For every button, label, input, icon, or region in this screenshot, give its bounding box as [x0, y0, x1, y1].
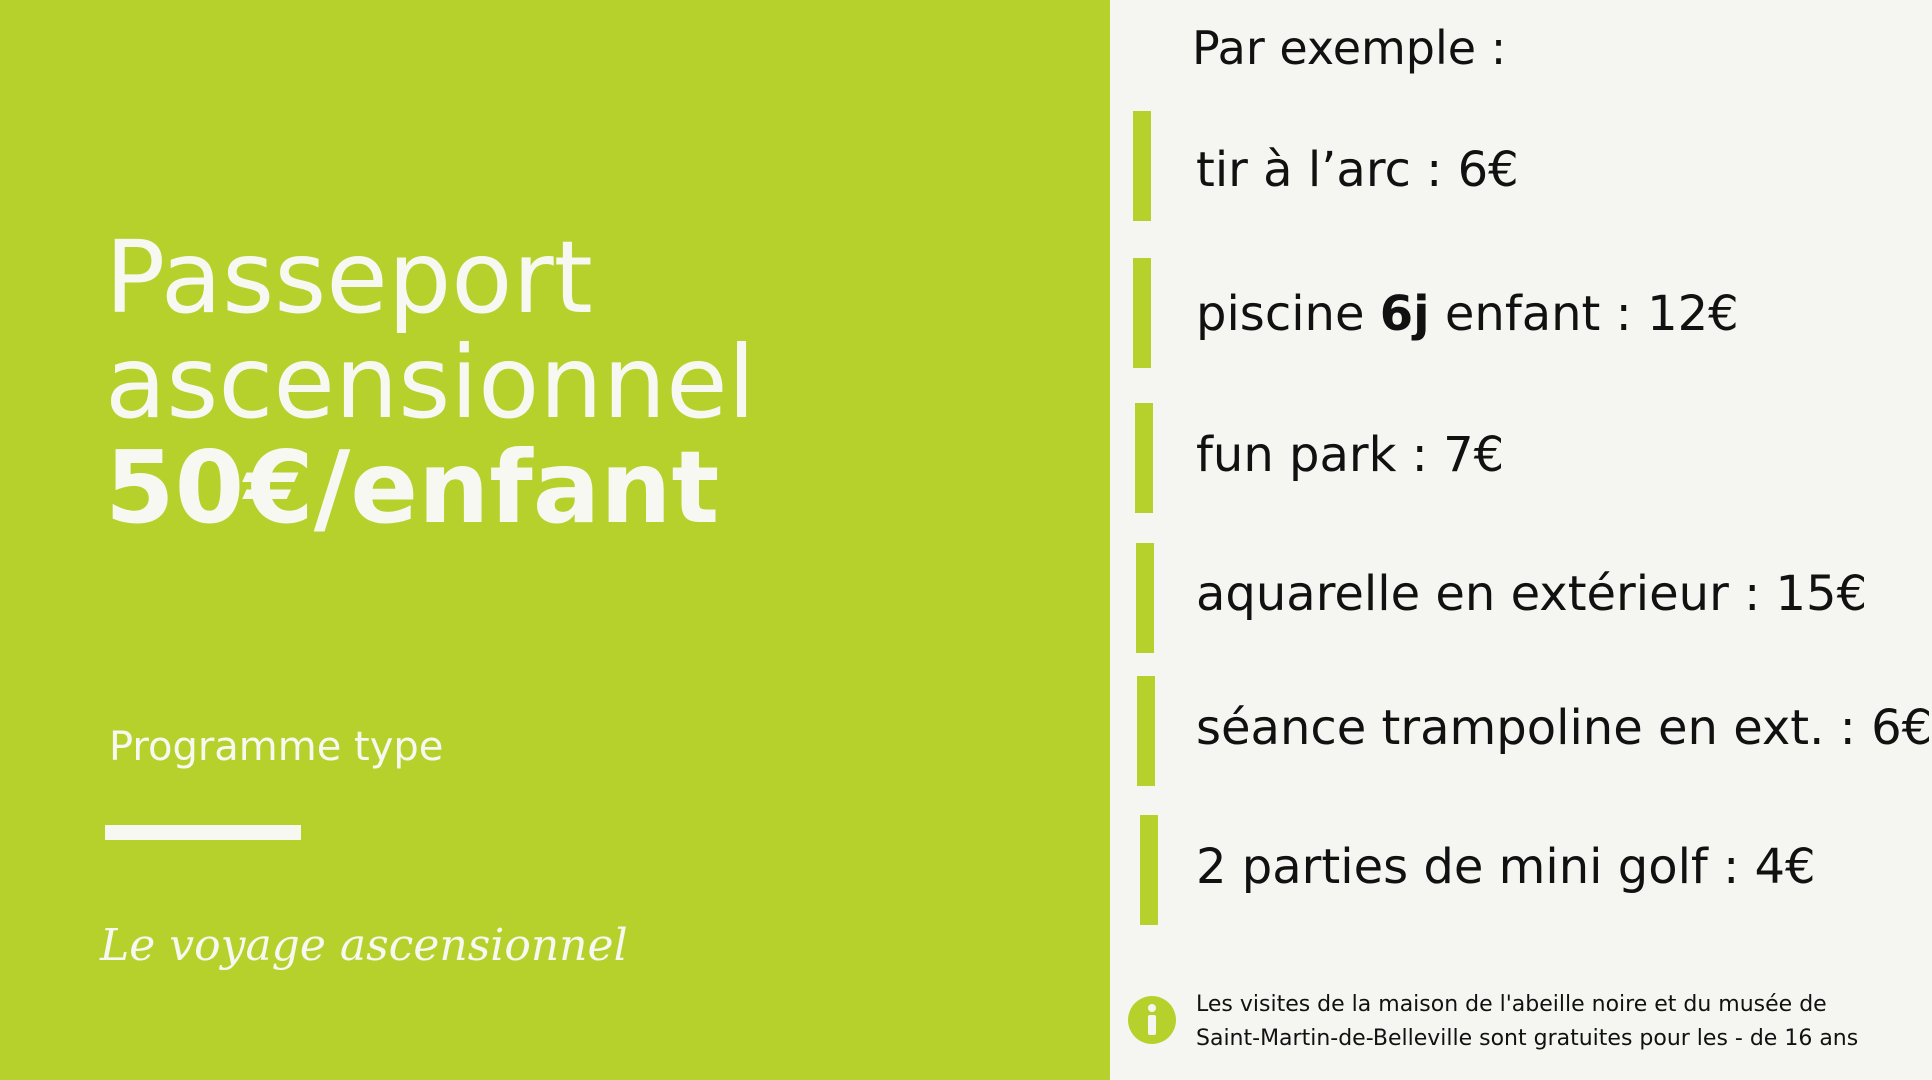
list-item-bold: 6j — [1379, 286, 1430, 342]
title-line-1: Passeport — [105, 219, 593, 336]
list-item-text: enfant : 12€ — [1429, 286, 1739, 342]
intro-heading: Par exemple : — [1192, 21, 1507, 75]
signature-logo — [100, 890, 628, 1010]
list-item: tir à l’arc : 6€ — [1196, 142, 1519, 198]
item-bar — [1133, 111, 1151, 221]
list-item: aquarelle en extérieur : 15€ — [1196, 566, 1868, 622]
item-bar — [1133, 258, 1151, 368]
list-item: fun park : 7€ — [1196, 427, 1505, 483]
title-line-2: ascensionnel — [105, 324, 756, 441]
subtitle: Programme type — [109, 724, 444, 770]
item-bar — [1140, 815, 1158, 925]
divider — [105, 825, 301, 840]
list-item-text: piscine — [1196, 286, 1380, 342]
title-price: 50€/enfant — [105, 429, 720, 546]
info-icon — [1128, 996, 1176, 1044]
info-note — [1196, 988, 1896, 1056]
info-note-line-1: Les visites de la maison de l'abeille noire et du musée de — [1196, 992, 1827, 1017]
list-item: 2 parties de mini golf : 4€ — [1196, 839, 1816, 895]
item-bar — [1135, 403, 1153, 513]
list-item — [1196, 286, 1739, 342]
item-bar — [1137, 676, 1155, 786]
info-note-line-2: Saint-Martin-de-Belleville sont gratuites pour les - de 16 ans — [1196, 1026, 1859, 1051]
item-bar — [1136, 543, 1154, 653]
signature-text: Le voyage ascensionnel — [100, 920, 628, 971]
list-item: séance trampoline en ext. : 6€ — [1196, 700, 1932, 756]
